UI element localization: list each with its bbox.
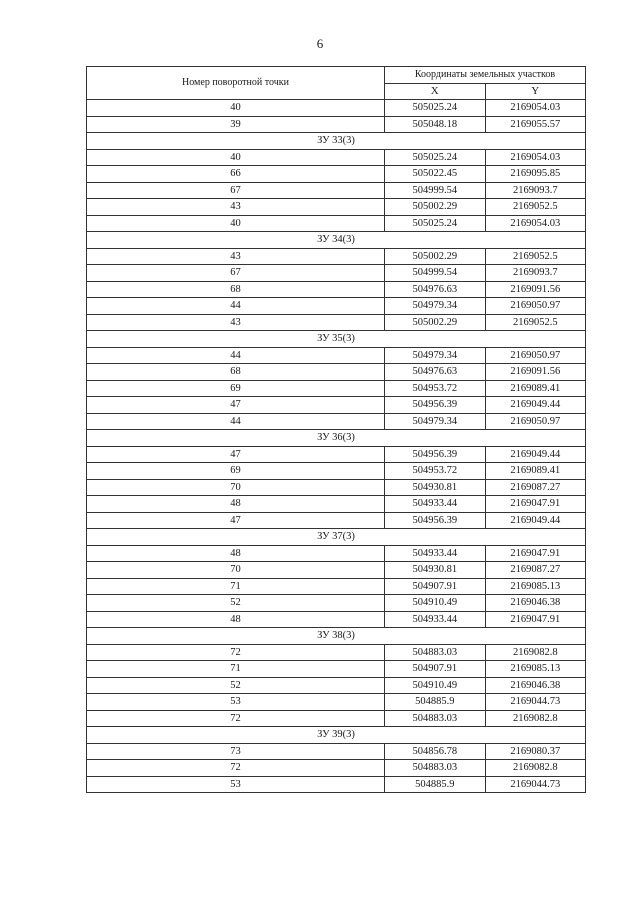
table-row	[87, 496, 586, 513]
y-coordinate-cell: 2169091.56	[485, 364, 586, 381]
section-label: ЗУ 35(3)	[87, 331, 586, 348]
x-coordinate-cell: 504956.39	[385, 397, 486, 414]
section-label: ЗУ 36(3)	[87, 430, 586, 447]
y-coordinate-cell: 2169087.27	[485, 562, 586, 579]
table-row	[87, 166, 586, 183]
point-number-cell: 52	[87, 595, 385, 612]
table-row	[87, 562, 586, 579]
point-number-cell: 70	[87, 479, 385, 496]
x-coordinate-cell: 505025.24	[385, 215, 486, 232]
x-coordinate-cell: 505048.18	[385, 116, 486, 133]
y-coordinate-cell: 2169054.03	[485, 100, 586, 117]
y-coordinate-cell: 2169044.73	[485, 694, 586, 711]
y-coordinate-cell: 2169089.41	[485, 463, 586, 480]
table-row	[87, 760, 586, 777]
point-number-cell: 71	[87, 578, 385, 595]
y-coordinate-cell: 2169050.97	[485, 298, 586, 315]
x-coordinate-cell: 504933.44	[385, 496, 486, 513]
y-coordinate-cell: 2169080.37	[485, 743, 586, 760]
point-number-cell: 44	[87, 298, 385, 315]
point-number-cell: 69	[87, 380, 385, 397]
y-coordinate-cell: 2169049.44	[485, 512, 586, 529]
table-row	[87, 281, 586, 298]
x-coordinate-cell: 504976.63	[385, 281, 486, 298]
header-y: Y	[485, 83, 586, 100]
y-coordinate-cell: 2169095.85	[485, 166, 586, 183]
point-number-cell: 40	[87, 100, 385, 117]
point-number-cell: 39	[87, 116, 385, 133]
header-coordinates: Координаты земельных участков	[385, 67, 586, 84]
table-row	[87, 199, 586, 216]
x-coordinate-cell: 504956.39	[385, 446, 486, 463]
point-number-cell: 67	[87, 182, 385, 199]
table-row	[87, 380, 586, 397]
point-number-cell: 66	[87, 166, 385, 183]
point-number-cell: 48	[87, 496, 385, 513]
x-coordinate-cell: 504933.44	[385, 545, 486, 562]
table-row	[87, 743, 586, 760]
point-number-cell: 43	[87, 199, 385, 216]
section-row	[87, 331, 586, 348]
point-number-cell: 53	[87, 776, 385, 793]
point-number-cell: 53	[87, 694, 385, 711]
table-row	[87, 578, 586, 595]
x-coordinate-cell: 504999.54	[385, 182, 486, 199]
y-coordinate-cell: 2169085.13	[485, 578, 586, 595]
y-coordinate-cell: 2169055.57	[485, 116, 586, 133]
table-row	[87, 397, 586, 414]
table-row	[87, 116, 586, 133]
table-row	[87, 215, 586, 232]
x-coordinate-cell: 504885.9	[385, 694, 486, 711]
table-row	[87, 364, 586, 381]
coordinates-table	[86, 66, 586, 793]
x-coordinate-cell: 504979.34	[385, 413, 486, 430]
point-number-cell: 68	[87, 281, 385, 298]
x-coordinate-cell: 504999.54	[385, 265, 486, 282]
table-row	[87, 545, 586, 562]
point-number-cell: 52	[87, 677, 385, 694]
table-row	[87, 677, 586, 694]
point-number-cell: 70	[87, 562, 385, 579]
y-coordinate-cell: 2169050.97	[485, 347, 586, 364]
y-coordinate-cell: 2169047.91	[485, 545, 586, 562]
x-coordinate-cell: 504976.63	[385, 364, 486, 381]
section-label: ЗУ 33(3)	[87, 133, 586, 150]
x-coordinate-cell: 504930.81	[385, 479, 486, 496]
y-coordinate-cell: 2169085.13	[485, 661, 586, 678]
y-coordinate-cell: 2169091.56	[485, 281, 586, 298]
y-coordinate-cell: 2169052.5	[485, 314, 586, 331]
point-number-cell: 47	[87, 512, 385, 529]
y-coordinate-cell: 2169049.44	[485, 397, 586, 414]
table-row	[87, 644, 586, 661]
y-coordinate-cell: 2169054.03	[485, 215, 586, 232]
y-coordinate-cell: 2169082.8	[485, 710, 586, 727]
table-row	[87, 298, 586, 315]
point-number-cell: 67	[87, 265, 385, 282]
table-row	[87, 314, 586, 331]
point-number-cell: 72	[87, 644, 385, 661]
y-coordinate-cell: 2169050.97	[485, 413, 586, 430]
x-coordinate-cell: 504907.91	[385, 661, 486, 678]
point-number-cell: 43	[87, 314, 385, 331]
section-row	[87, 430, 586, 447]
y-coordinate-cell: 2169082.8	[485, 760, 586, 777]
x-coordinate-cell: 504953.72	[385, 380, 486, 397]
table-row	[87, 248, 586, 265]
x-coordinate-cell: 505022.45	[385, 166, 486, 183]
table-row	[87, 265, 586, 282]
header-x: X	[385, 83, 486, 100]
table-row	[87, 413, 586, 430]
x-coordinate-cell: 505025.24	[385, 149, 486, 166]
point-number-cell: 68	[87, 364, 385, 381]
point-number-cell: 73	[87, 743, 385, 760]
x-coordinate-cell: 505002.29	[385, 314, 486, 331]
point-number-cell: 44	[87, 413, 385, 430]
table-body	[87, 100, 586, 793]
y-coordinate-cell: 2169047.91	[485, 611, 586, 628]
x-coordinate-cell: 504910.49	[385, 595, 486, 612]
section-row	[87, 232, 586, 249]
section-label: ЗУ 37(3)	[87, 529, 586, 546]
x-coordinate-cell: 504907.91	[385, 578, 486, 595]
point-number-cell: 47	[87, 446, 385, 463]
table-row	[87, 446, 586, 463]
y-coordinate-cell: 2169049.44	[485, 446, 586, 463]
header-point-number: Номер поворотной точки	[87, 67, 385, 100]
table-row	[87, 149, 586, 166]
table-row	[87, 710, 586, 727]
table-row	[87, 776, 586, 793]
point-number-cell: 40	[87, 149, 385, 166]
point-number-cell: 47	[87, 397, 385, 414]
y-coordinate-cell: 2169089.41	[485, 380, 586, 397]
x-coordinate-cell: 505002.29	[385, 248, 486, 265]
point-number-cell: 40	[87, 215, 385, 232]
y-coordinate-cell: 2169093.7	[485, 265, 586, 282]
y-coordinate-cell: 2169052.5	[485, 248, 586, 265]
table-row	[87, 661, 586, 678]
page-number: 6	[316, 36, 324, 51]
table-row	[87, 694, 586, 711]
table-row	[87, 347, 586, 364]
section-row	[87, 628, 586, 645]
table-row	[87, 512, 586, 529]
section-row	[87, 727, 586, 744]
y-coordinate-cell: 2169046.38	[485, 595, 586, 612]
x-coordinate-cell: 504979.34	[385, 347, 486, 364]
x-coordinate-cell: 505025.24	[385, 100, 486, 117]
table-row	[87, 463, 586, 480]
table-row	[87, 595, 586, 612]
table-row	[87, 479, 586, 496]
x-coordinate-cell: 504930.81	[385, 562, 486, 579]
x-coordinate-cell: 504910.49	[385, 677, 486, 694]
y-coordinate-cell: 2169087.27	[485, 479, 586, 496]
point-number-cell: 48	[87, 545, 385, 562]
x-coordinate-cell: 504979.34	[385, 298, 486, 315]
y-coordinate-cell: 2169044.73	[485, 776, 586, 793]
y-coordinate-cell: 2169047.91	[485, 496, 586, 513]
x-coordinate-cell: 504883.03	[385, 644, 486, 661]
table-row	[87, 100, 586, 117]
y-coordinate-cell: 2169046.38	[485, 677, 586, 694]
section-row	[87, 529, 586, 546]
x-coordinate-cell: 504883.03	[385, 710, 486, 727]
table-row	[87, 182, 586, 199]
x-coordinate-cell: 504885.9	[385, 776, 486, 793]
point-number-cell: 71	[87, 661, 385, 678]
point-number-cell: 43	[87, 248, 385, 265]
x-coordinate-cell: 504933.44	[385, 611, 486, 628]
y-coordinate-cell: 2169093.7	[485, 182, 586, 199]
point-number-cell: 44	[87, 347, 385, 364]
y-coordinate-cell: 2169054.03	[485, 149, 586, 166]
x-coordinate-cell: 505002.29	[385, 199, 486, 216]
point-number-cell: 72	[87, 710, 385, 727]
section-label: ЗУ 38(3)	[87, 628, 586, 645]
y-coordinate-cell: 2169052.5	[485, 199, 586, 216]
x-coordinate-cell: 504883.03	[385, 760, 486, 777]
point-number-cell: 72	[87, 760, 385, 777]
point-number-cell: 69	[87, 463, 385, 480]
section-label: ЗУ 39(3)	[87, 727, 586, 744]
section-row	[87, 133, 586, 150]
section-label: ЗУ 34(3)	[87, 232, 586, 249]
point-number-cell: 48	[87, 611, 385, 628]
x-coordinate-cell: 504953.72	[385, 463, 486, 480]
x-coordinate-cell: 504856.78	[385, 743, 486, 760]
table-row	[87, 611, 586, 628]
x-coordinate-cell: 504956.39	[385, 512, 486, 529]
y-coordinate-cell: 2169082.8	[485, 644, 586, 661]
